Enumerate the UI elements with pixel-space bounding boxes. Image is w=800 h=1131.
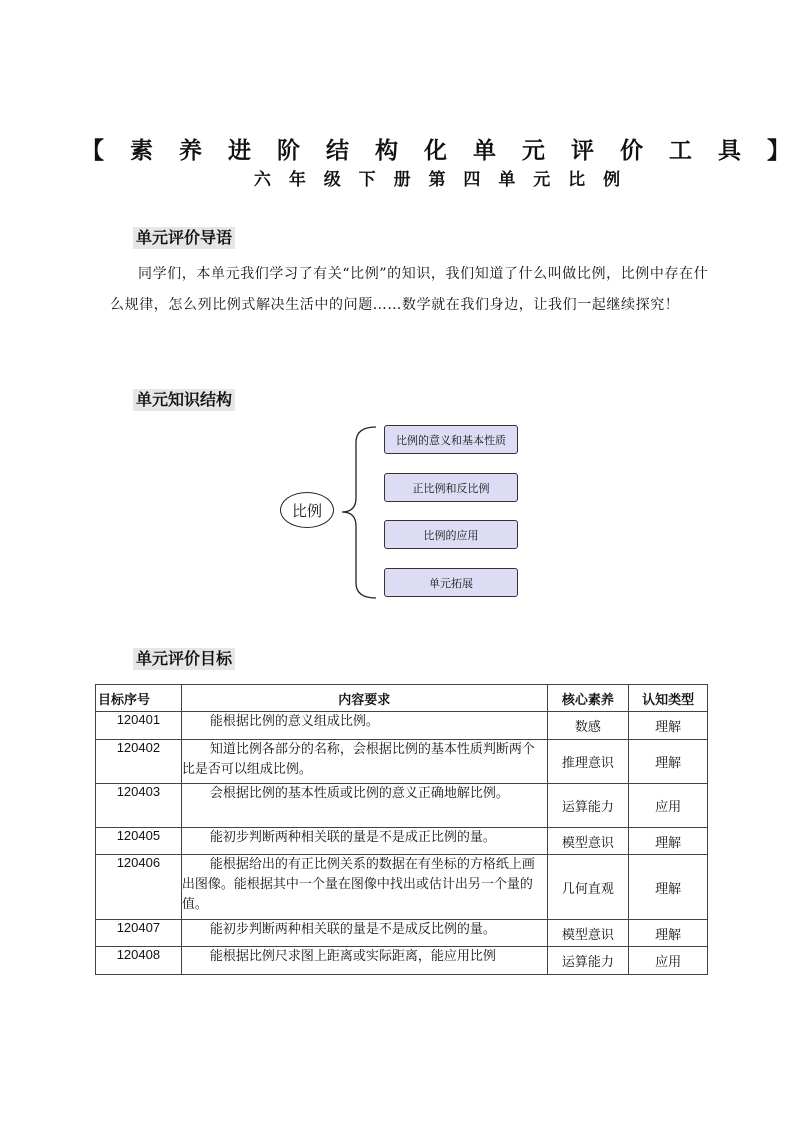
- goal-type: 应用: [629, 784, 708, 828]
- goal-type: 理解: [629, 828, 708, 855]
- goals-heading: 单元评价目标: [133, 648, 235, 670]
- column-header: 目标序号: [96, 685, 182, 712]
- goal-competency: 推理意识: [547, 740, 629, 784]
- column-header: 内容要求: [181, 685, 547, 712]
- goal-competency: 几何直观: [547, 855, 629, 920]
- goal-code: 120403: [96, 784, 182, 828]
- table-row: [96, 712, 708, 740]
- column-header: 核心素养: [547, 685, 629, 712]
- table-row: [96, 784, 708, 828]
- goal-type: 理解: [629, 920, 708, 947]
- goal-type: 理解: [629, 712, 708, 740]
- goal-type: 应用: [629, 947, 708, 975]
- branch-node: 单元拓展: [384, 568, 518, 597]
- goal-competency: 模型意识: [547, 828, 629, 855]
- column-header: 认知类型: [629, 685, 708, 712]
- goal-content: 能根据给出的有正比例关系的数据在有坐标的方格纸上画出图像。能根据其中一个量在图像中找出或估计出另一个量的值。: [181, 855, 547, 920]
- intro-heading: 单元评价导语: [133, 227, 235, 249]
- goals-table: [95, 684, 708, 975]
- goal-code: 120407: [96, 920, 182, 947]
- document-title: 【 素 养 进 阶 结 构 化 单 元 评 价 工 具 】: [80, 138, 800, 164]
- document-subtitle: 六 年 级 下 册 第 四 单 元 比 例: [253, 170, 627, 190]
- table-header-row: [96, 685, 708, 712]
- goal-competency: 数感: [547, 712, 629, 740]
- branch-node: 正比例和反比例: [384, 473, 518, 502]
- goal-type: 理解: [629, 740, 708, 784]
- table-row: [96, 828, 708, 855]
- table-row: [96, 855, 708, 920]
- goal-competency: 运算能力: [547, 947, 629, 975]
- table-row: [96, 947, 708, 975]
- structure-heading: 单元知识结构: [133, 389, 235, 411]
- intro-paragraph: 同学们，本单元我们学习了有关“比例”的知识，我们知道了什么叫做比例，比例中存在什么规律，怎么列比例式解决生活中的问题……数学就在我们身边，让我们一起继续探究！: [110, 266, 709, 313]
- goal-competency: 运算能力: [547, 784, 629, 828]
- table-row: [96, 740, 708, 784]
- goal-content: 会根据比例的基本性质或比例的意义正确地解比例。: [181, 784, 547, 828]
- goal-content: 知道比例各部分的名称，会根据比例的基本性质判断两个比是否可以组成比例。: [181, 740, 547, 784]
- goal-type: 理解: [629, 855, 708, 920]
- brace-icon: [338, 420, 378, 605]
- branch-node: 比例的意义和基本性质: [384, 425, 518, 454]
- knowledge-structure-diagram: [270, 420, 540, 605]
- branch-node: 比例的应用: [384, 520, 518, 549]
- goal-code: 120402: [96, 740, 182, 784]
- goal-code: 120406: [96, 855, 182, 920]
- goal-code: 120405: [96, 828, 182, 855]
- root-node: 比例: [280, 492, 334, 528]
- goal-content: 能根据比例尺求图上距离或实际距离，能应用比例: [181, 947, 547, 975]
- table-row: [96, 920, 708, 947]
- goal-content: 能初步判断两种相关联的量是不是成反比例的量。: [181, 920, 547, 947]
- goal-code: 120401: [96, 712, 182, 740]
- goal-content: 能根据比例的意义组成比例。: [181, 712, 547, 740]
- goal-content: 能初步判断两种相关联的量是不是成正比例的量。: [181, 828, 547, 855]
- goal-competency: 模型意识: [547, 920, 629, 947]
- goal-code: 120408: [96, 947, 182, 975]
